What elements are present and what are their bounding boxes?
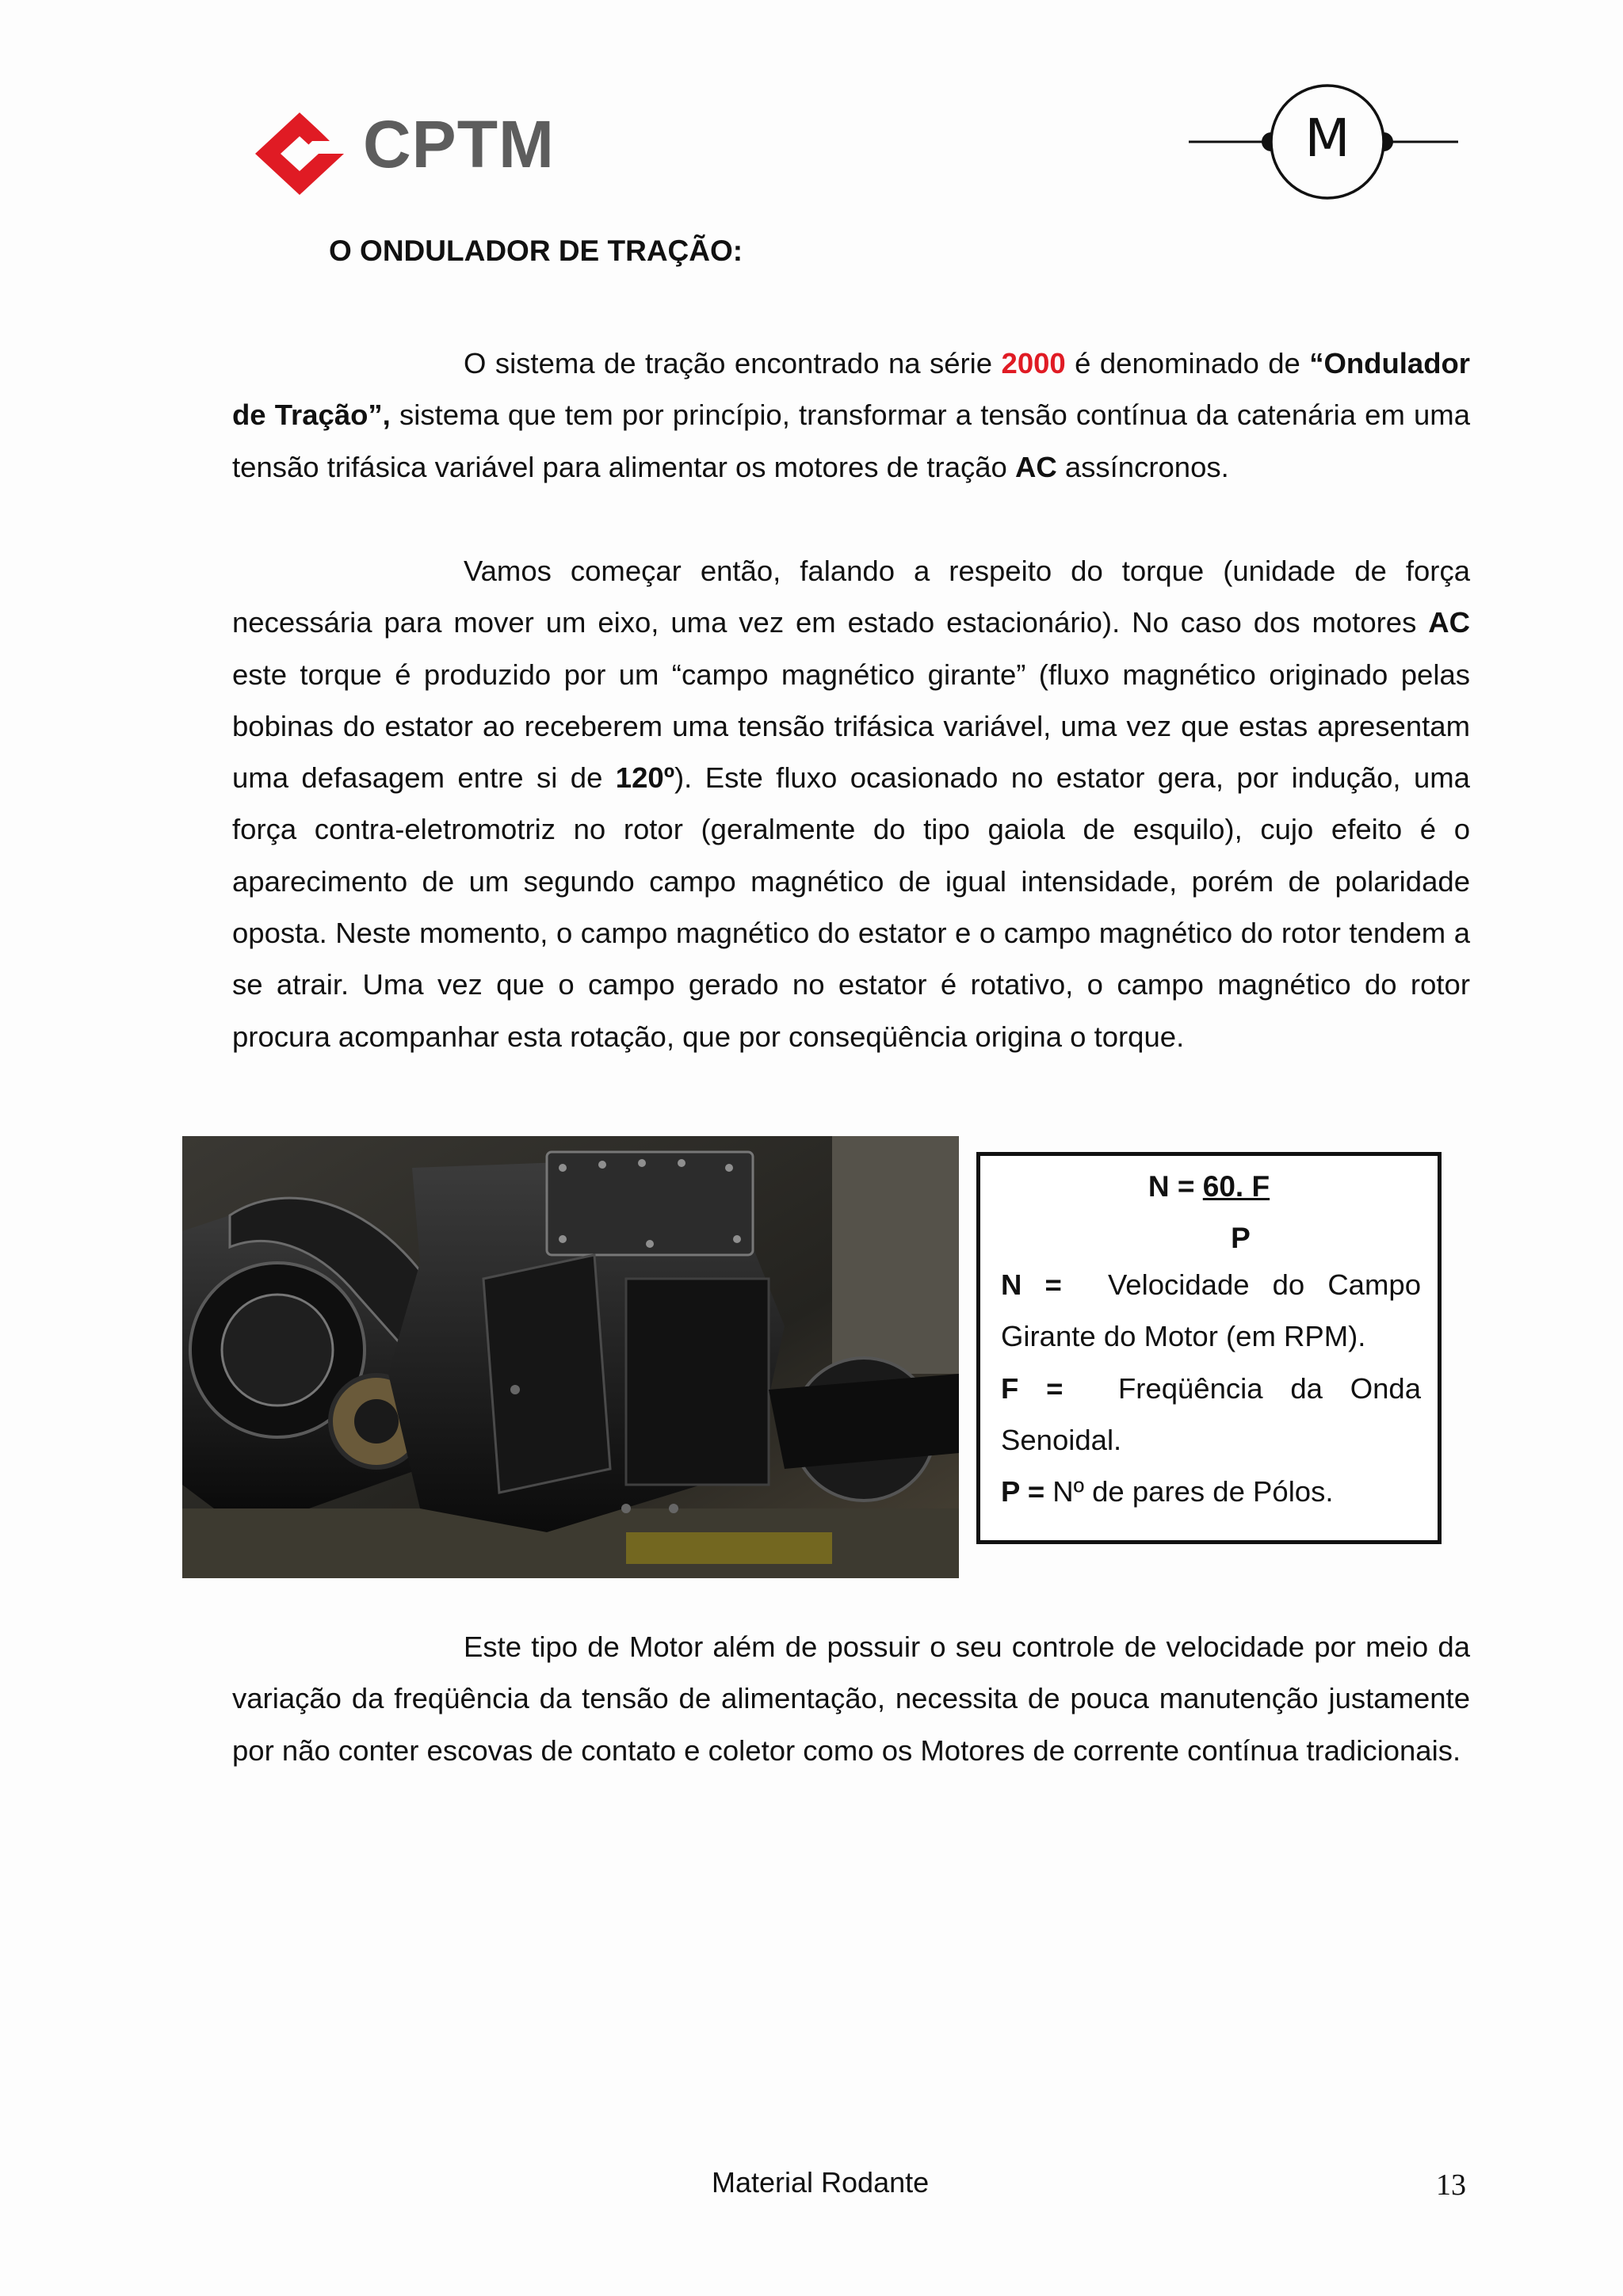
paragraph-torque: Vamos começar então, falando a respeito do torque (unidade de força necessária para mover um eixo, uma vez em estado estacionário). No caso dos motores AC este torque é produzido por um “campo magnético girante” (fluxo magnético originado pelas bobinas do estator ao receberem uma tensão trifásica variável, uma vez que estas apresentam uma defasagem entre si de 120º). Este fluxo ocasionado no estator gera, por indução, uma força contra-eletromotriz no rotor (geralmente do tipo gaiola de esquilo), cujo efeito é o aparecimento de um segundo campo magnético de igual intensidade, porém de polaridade oposta. Neste momento, o campo magnético do estator e o campo magnético do rotor tendem a se atrair. Uma vez que o campo gerado no estator é rotativo, o campo magnético do rotor procura acompanhar esta rotação, que por conseqüência origina o torque. (232, 555, 1470, 1053)
motor-letter: M (1304, 108, 1350, 169)
motor-symbol (1189, 82, 1466, 201)
traction-motor-photo (182, 1136, 959, 1578)
def-p: P = Nº de pares de Pólos. (1001, 1475, 1334, 1508)
formula-numerator-line: N = 60. F (1148, 1170, 1270, 1203)
formula-box (976, 1152, 1442, 1544)
paragraph-maintenance: Este tipo de Motor além de possuir o seu controle de velocidade por meio da variação da freqüência da tensão de alimentação, necessita de pouca manutenção justamente por não conter escovas de contato e coletor como os Motores de corrente contínua tradicionais. (232, 1630, 1470, 1767)
paragraph-intro: O sistema de tração encontrado na série 2000 é denominado de “Ondulador de Tração”, sistema que tem por princípio, transformar a tensão contínua da catenária em uma tensão trifásica variável para alimentar os motores de tração AC assíncronos. (232, 347, 1471, 483)
def-f: F = Freqüência da Onda Senoidal. (1001, 1371, 1421, 1456)
formula-definitions (1001, 1259, 1421, 1517)
footer-label: Material Rodante (712, 2166, 930, 2199)
page-number: 13 (1436, 2168, 1466, 2202)
cptm-diamond-icon (252, 109, 347, 198)
system-name: “Ondulador de Tração”, (232, 347, 1471, 432)
formula-denominator: P (1231, 1222, 1251, 1254)
def-n: N = Velocidade do Campo Girante do Motor (em RPM). (1001, 1268, 1421, 1353)
motor-photo-image (182, 1136, 959, 1578)
formula-numerator: 60. F (1202, 1170, 1270, 1203)
logo-text: CPTM (363, 107, 555, 181)
series-number: 2000 (1001, 347, 1066, 379)
cptm-logo (252, 109, 553, 198)
section-title: O ONDULADOR DE TRAÇÃO: (329, 235, 743, 267)
